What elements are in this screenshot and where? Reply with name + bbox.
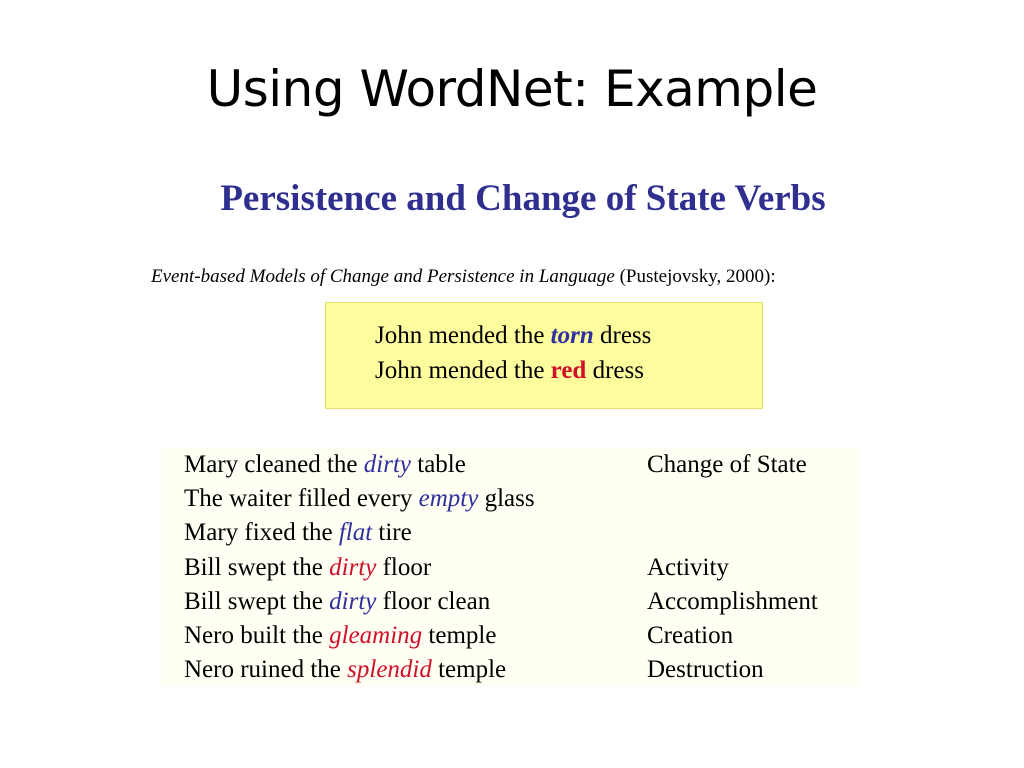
sentence-end: glass xyxy=(478,485,535,512)
sentence-adjective: dirty xyxy=(329,588,377,615)
sentence-end: table xyxy=(411,451,466,478)
example-sentence xyxy=(375,323,651,348)
sentence-start: The waiter filled every xyxy=(184,485,419,512)
sentence-adjective: dirty xyxy=(363,451,411,478)
sentence-end: tire xyxy=(372,519,412,546)
sentence-adjective: empty xyxy=(418,485,479,512)
table-row xyxy=(161,448,859,482)
table-row xyxy=(161,619,859,653)
sentence-end: floor xyxy=(376,554,432,581)
sentence-start: Bill swept the xyxy=(184,554,330,581)
sentence-end: temple xyxy=(431,656,507,683)
example-sentence-start: John mended the xyxy=(375,322,551,349)
sentence-adjective: splendid xyxy=(347,656,432,683)
sentence-start: Bill swept the xyxy=(184,588,330,615)
table-sentence xyxy=(184,657,506,682)
sentence-end: floor clean xyxy=(376,588,491,615)
sentence-start: Nero ruined the xyxy=(184,656,348,683)
table-sentence xyxy=(184,623,496,648)
table-category: Creation xyxy=(647,622,734,649)
table-row xyxy=(161,482,859,516)
sentence-end: temple xyxy=(422,622,497,649)
figure-heading: Persistence and Change of State Verbs xyxy=(220,178,826,219)
slide-title: Using WordNet: Example xyxy=(206,60,818,118)
sentence-start: Mary cleaned the xyxy=(184,451,364,478)
sentence-start: Nero built the xyxy=(184,622,330,649)
example-adjective: red xyxy=(550,357,587,384)
example-sentence xyxy=(375,358,644,383)
table-row xyxy=(161,551,859,585)
example-box xyxy=(325,302,763,409)
table-category: Accomplishment xyxy=(647,588,818,615)
table-category: Change of State xyxy=(647,451,807,478)
sentence-adjective: gleaming xyxy=(329,622,423,649)
table-row xyxy=(161,653,859,687)
table-category: Destruction xyxy=(647,656,764,683)
table-sentence xyxy=(184,452,466,477)
table-sentence xyxy=(184,589,490,614)
example-sentence-start: John mended the xyxy=(375,357,551,384)
table-sentence xyxy=(184,520,412,545)
sentence-adjective: flat xyxy=(338,519,373,546)
table-sentence xyxy=(184,486,535,511)
sentence-start: Mary fixed the xyxy=(184,519,339,546)
example-adjective: torn xyxy=(550,322,594,349)
example-sentence-end: dress xyxy=(593,322,652,349)
verb-class-table xyxy=(161,448,859,686)
table-row xyxy=(161,585,859,619)
example-sentence-end: dress xyxy=(586,357,644,384)
sentence-adjective: dirty xyxy=(329,554,377,581)
citation-source: (Pustejovsky, 2000): xyxy=(614,266,776,287)
table-sentence xyxy=(184,555,431,580)
table-row xyxy=(161,516,859,550)
table-category: Activity xyxy=(647,554,729,581)
citation xyxy=(151,266,776,288)
citation-work-title: Event-based Models of Change and Persistence in Language xyxy=(151,266,615,287)
